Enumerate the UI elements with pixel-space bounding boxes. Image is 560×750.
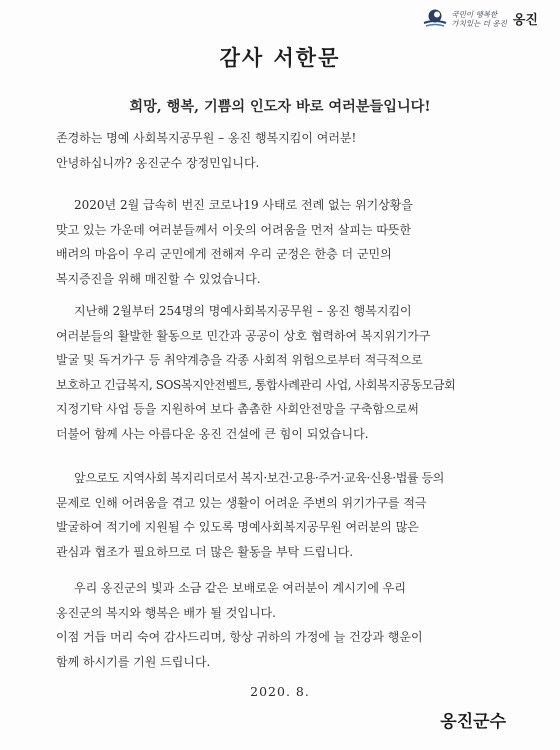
logo-slogan-line-2: 가치있는 더 옹진 [451, 19, 507, 28]
ongjin-logo-icon [423, 8, 447, 28]
paragraph-3 [56, 466, 512, 564]
paragraph-line: 옹진군의 복지와 행복은 배가 될 것입니다. [56, 605, 276, 620]
paragraph-line: 발굴하여 적기에 지원될 수 있도록 명예사회복지공무원 여러분의 많은 [56, 520, 419, 535]
paragraph-line: 2020년 2월 급속히 번진 코로나19 사태로 전례 없는 위기상황을 [74, 198, 413, 212]
letter-date: 2020. 8. [250, 684, 310, 699]
paragraph-line: 관심과 협조가 필요하므로 더 많은 활동을 부탁 드립니다. [56, 544, 354, 559]
greeting-line: 안녕하십니까? 옹진군수 장정민입니다. [56, 155, 260, 170]
paragraph-line: 복지증진을 위해 매진할 수 있었습니다. [56, 271, 261, 286]
paragraph-line: 우리 옹진군의 빛과 소금 같은 보배로운 여러분이 계시기에 우리 [74, 581, 406, 595]
paragraph-line: 함께 하시기를 기원 드립니다. [56, 654, 211, 669]
paragraph-line: 발굴 및 독거가구 등 취약계층을 각종 사회적 위험으로부터 적극적으로 [56, 353, 423, 368]
signature: 옹진군수 [440, 712, 506, 732]
paragraph-line: 더불어 함께 사는 아름다운 옹진 건설에 큰 힘이 되었습니다. [56, 426, 369, 441]
paragraph-line: 앞으로도 지역사회 복지리더로서 복지·보건·고용·주거·교육·신용·법률 등의 [74, 471, 444, 485]
letter-subtitle: 희망, 행복, 기쁨의 인도자 바로 여러분들입니다! [129, 99, 431, 115]
greeting-line: 존경하는 명예 사회복지공무원 – 옹진 행복지킴이 여러분! [56, 131, 357, 145]
logo-name: 옹진 [512, 13, 538, 28]
letter-title: 감사 서한문 [219, 45, 341, 70]
paragraph-line: 이점 거듭 머리 숙여 감사드리며, 항상 귀하의 가정에 늘 건강과 행운이 [56, 630, 423, 645]
logo-slogan-line-1: 국민이 행복한 [451, 10, 498, 19]
paragraph-line: 문제로 인해 어려움을 겪고 있는 생활이 어려운 주변의 위기가구를 적극 [56, 495, 427, 510]
paragraph-line: 보호하고 긴급복지, SOS복지안전벨트, 통합사례관리 사업, 사회복지공동모금회 [56, 377, 456, 392]
paragraph-line: 배려의 마음이 우리 군민에게 전해져 우리 군정은 한층 더 군민의 [56, 247, 392, 262]
paragraph-line: 지정기탁 사업 등을 지원하여 보다 촘촘한 사회안전망을 구축함으로써 [56, 402, 419, 417]
logo-slogan [451, 10, 506, 28]
paragraph-2 [56, 299, 512, 447]
paragraph-1 [56, 193, 512, 291]
paragraph-line: 지난해 2월부터 254명의 명예사회복지공무원 – 옹진 행복지킴이 [74, 304, 412, 318]
paragraph-line: 여러분들의 활발한 활동으로 민간과 공공이 상호 협력하여 복지위기가구 [56, 328, 431, 343]
paragraph-line: 맞고 있는 가운데 여러분들께서 이웃의 어려움을 먼저 살피는 따뜻한 [56, 222, 412, 237]
paragraph-4 [56, 576, 512, 674]
greeting [56, 126, 512, 175]
county-logo [423, 8, 538, 28]
